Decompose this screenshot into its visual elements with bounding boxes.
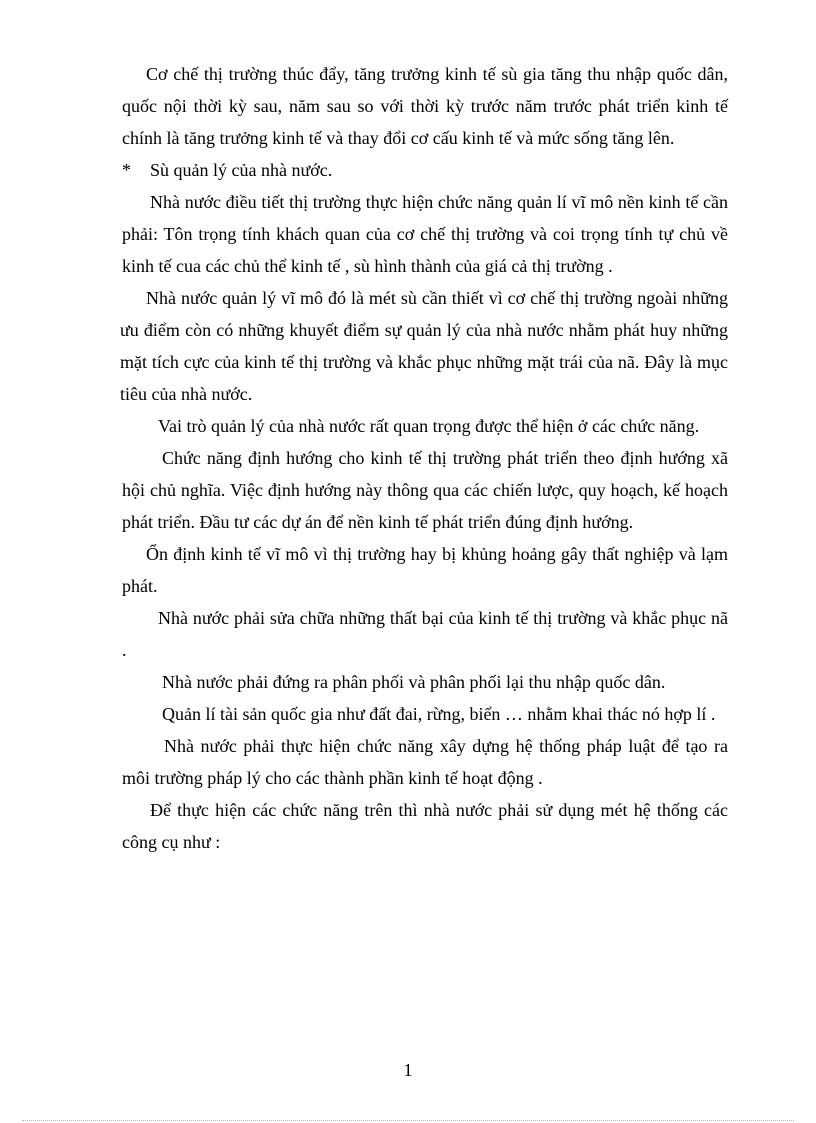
- paragraph-fix-failures: Nhà nước phải sửa chữa những thất bại của kinh tế thị trường và khắc phục nã .: [122, 608, 728, 660]
- page-number: 1: [403, 1060, 413, 1080]
- paragraph-state-regulation: Nhà nước điều tiết thị trường thực hiện chức năng quản lí vĩ mô nền kinh tế cần phải: Tôn trọng tính khách quan của cơ chế thị trường và coi trọng tính tự chủ về kinh tế cua các chủ thể kinh tế , sù hình thành của giá cả thị trường .: [122, 192, 728, 276]
- paragraph-macro-stability: Ổn định kinh tế vĩ mô vì thị trường hay bị khủng hoảng gây thất nghiệp và lạm phát.: [122, 544, 728, 596]
- paragraph-tools: Để thực hiện các chức năng trên thì nhà nước phải sử dụng mét hệ thống các công cụ như :: [122, 800, 728, 852]
- paragraph-orientation-function: Chức năng định hướng cho kinh tế thị trường phát triển theo định hướng xã hội chủ nghĩa. Việc định hướng này thông qua các chiến lược, quy hoạch, kế hoạch phát triển. Đầu tư các dự án để nền kinh tế phát triển đúng định hướng.: [122, 448, 728, 532]
- footer-divider: [22, 1120, 794, 1121]
- paragraph-income-distribution: Nhà nước phải đứng ra phân phối và phân phối lại thu nhập quốc dân.: [162, 672, 666, 692]
- paragraph-market-growth: Cơ chế thị trường thúc đẩy, tăng trưởng kinh tế sù gia tăng thu nhập quốc dân, quốc nội thời kỳ sau, năm sau so với thời kỳ trước năm trước phát triển kinh tế chính là tăng trưởng kinh tế và thay đổi cơ cấu kinh tế và mức sống tăng lên.: [122, 64, 728, 148]
- bullet-item-state-management: [122, 154, 728, 186]
- bullet-item-text: Sù quản lý của nhà nước.: [150, 160, 333, 180]
- paragraph-state-role: Vai trò quản lý của nhà nước rất quan trọng được thể hiện ở các chức năng.: [158, 416, 700, 436]
- asterisk-bullet-icon: *: [122, 160, 131, 180]
- document-body: [122, 58, 728, 858]
- paragraph-legal-system: Nhà nước phải thực hiện chức năng xây dựng hệ thống pháp luật để tạo ra môi trường pháp lý cho các thành phần kinh tế hoạt động .: [122, 736, 728, 788]
- paragraph-national-assets: Quản lí tài sản quốc gia như đất đai, rừng, biển … nhằm khai thác nó hợp lí .: [162, 704, 716, 724]
- paragraph-macro-management: Nhà nước quản lý vĩ mô đó là mét sù cần thiết vì cơ chế thị trường ngoài những ưu điểm còn có những khuyết điểm sự quản lý của nhà nước nhằm phát huy những mặt tích cực của kinh tế thị trường và khắc phục những mặt trái của nã. Đây là mục tiêu của nhà nước.: [120, 288, 728, 404]
